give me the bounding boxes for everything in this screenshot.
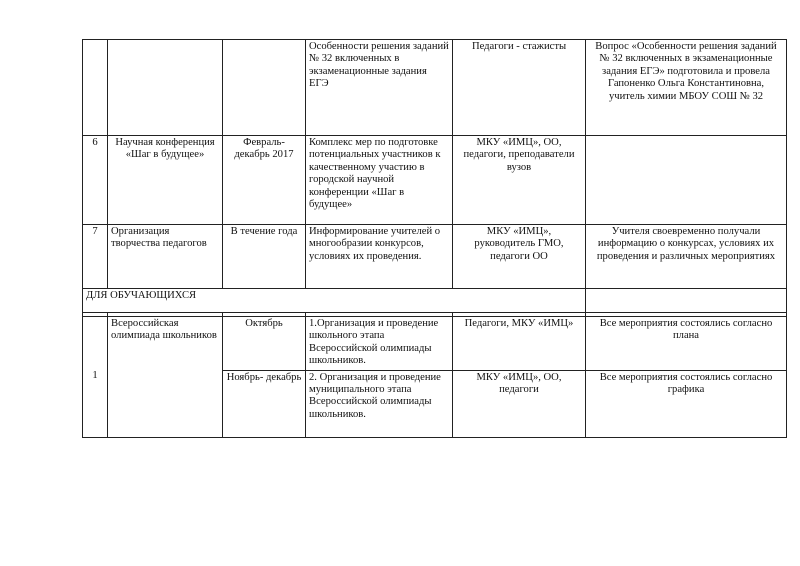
cell-result: Учителя своевременно получали информацию о конкурсах, условиях их проведения и различных мероприятиях bbox=[586, 225, 787, 289]
cell-date bbox=[223, 40, 306, 136]
cell-content: Особенности решения заданий № 32 включенных в экзаменационные задания ЕГЭ bbox=[306, 40, 453, 136]
table-row-continuation bbox=[83, 40, 787, 136]
cell-num: 1 bbox=[83, 317, 108, 438]
cell-content: 2. Организация и проведение муниципального этапа Всероссийской олимпиады школьников. bbox=[306, 370, 453, 437]
cell-content: Информирование учителей о многообразии конкурсов, условиях их проведения. bbox=[306, 225, 453, 289]
cell-result bbox=[586, 136, 787, 225]
cell-event: Научная конференция «Шаг в будущее» bbox=[108, 136, 223, 225]
cell-date: Октябрь bbox=[223, 317, 306, 371]
events-plan-table bbox=[82, 39, 787, 438]
table-row-section bbox=[83, 289, 787, 313]
cell-date: Февраль- декабрь 2017 bbox=[223, 136, 306, 225]
cell-content: 1.Организация и проведение школьного этапа Всероссийской олимпиады школьников. bbox=[306, 317, 453, 371]
cell-participants: Педагоги - стажисты bbox=[453, 40, 586, 136]
section-header: ДЛЯ ОБУЧАЮЩИХСЯ bbox=[83, 289, 586, 313]
cell-result bbox=[586, 289, 787, 313]
cell-result: Все мероприятия состоялись согласно плана bbox=[586, 317, 787, 371]
table-row-7 bbox=[83, 225, 787, 289]
cell-date: Ноябрь- декабрь bbox=[223, 370, 306, 437]
table-row-1a bbox=[83, 317, 787, 371]
cell-content: Комплекс мер по подготовке потенциальных участников к качественному участию в городской научной конференции «Шаг в будущее» bbox=[306, 136, 453, 225]
cell-num: 7 bbox=[83, 225, 108, 289]
cell-date: В течение года bbox=[223, 225, 306, 289]
cell-participants: МКУ «ИМЦ», руководитель ГМО, педагоги ОО bbox=[453, 225, 586, 289]
cell-participants: МКУ «ИМЦ», ОО, педагоги, преподаватели вузов bbox=[453, 136, 586, 225]
cell-event: Всероссийская олимпиада школьников bbox=[108, 317, 223, 438]
cell-num: 6 bbox=[83, 136, 108, 225]
cell-participants: МКУ «ИМЦ», ОО, педагоги bbox=[453, 370, 586, 437]
cell-participants: Педагоги, МКУ «ИМЦ» bbox=[453, 317, 586, 371]
cell-result: Все мероприятия состоялись согласно графика bbox=[586, 370, 787, 437]
cell-num bbox=[83, 40, 108, 136]
cell-event: Организация творчества педагогов bbox=[108, 225, 223, 289]
table-row-6 bbox=[83, 136, 787, 225]
cell-event bbox=[108, 40, 223, 136]
cell-result: Вопрос «Особенности решения заданий № 32 включенных в экзаменационные задания ЕГЭ» подготовила и провела Гапоненко Ольга Константиновна, учитель химии МБОУ СОШ № 32 bbox=[586, 40, 787, 136]
